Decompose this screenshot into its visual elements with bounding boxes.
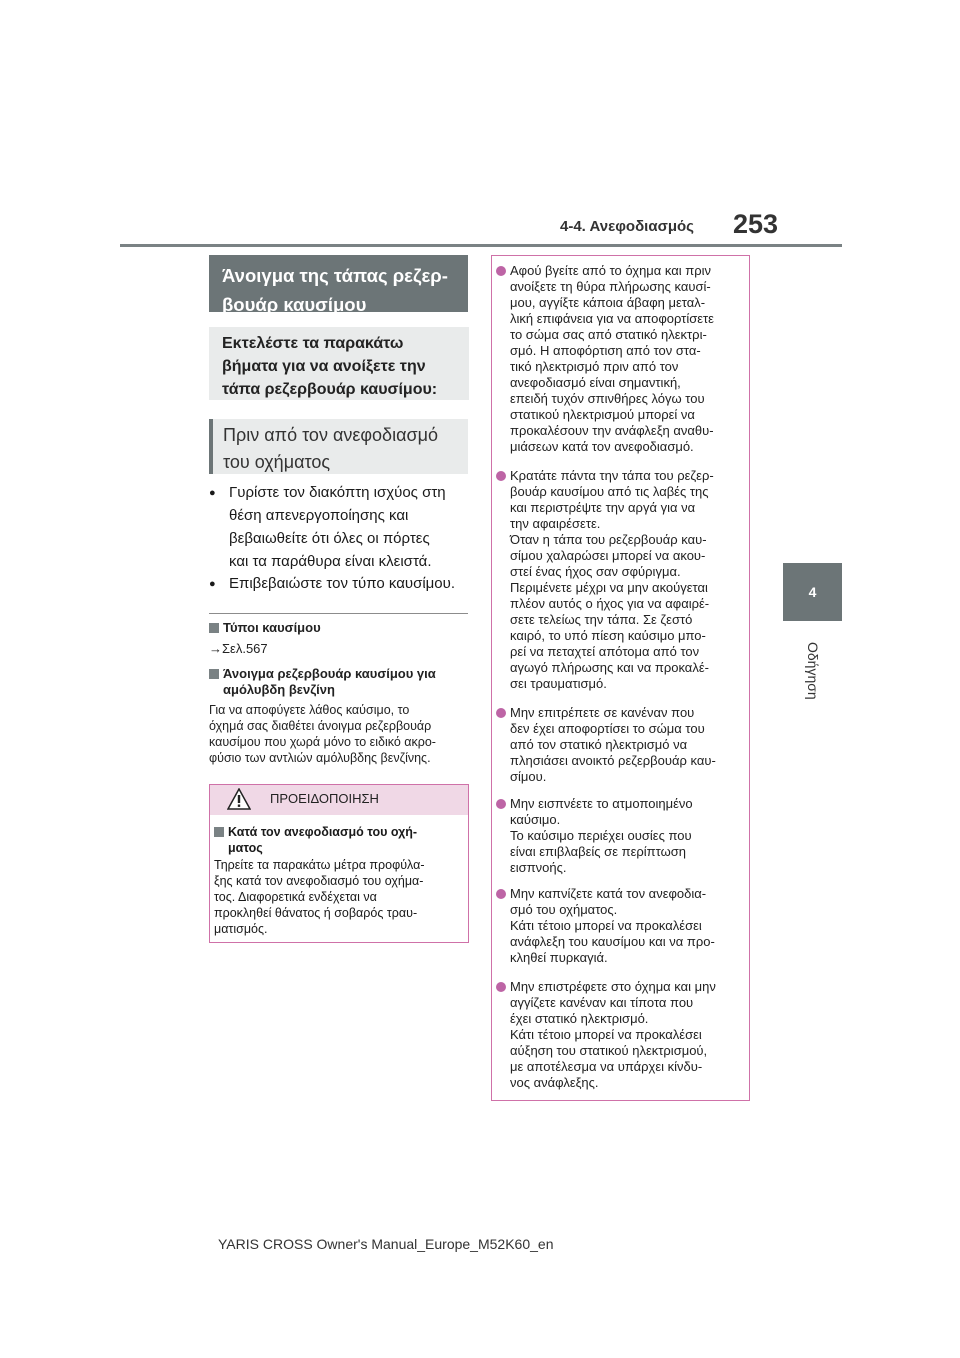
sub-heading: Πριν από τον ανεφοδιασμό του οχήματος xyxy=(209,419,468,474)
list-item xyxy=(496,263,746,455)
note-heading-fuel-types xyxy=(209,620,469,636)
warning-header xyxy=(210,785,468,815)
warning-box xyxy=(209,784,469,943)
gray-square-icon xyxy=(209,669,219,679)
footer-text: YARIS CROSS Owner's Manual_Europe_M52K60_en xyxy=(218,1236,554,1252)
header-divider xyxy=(120,244,842,247)
chapter-number: 4 xyxy=(808,584,817,600)
note-heading-unleaded xyxy=(209,666,469,698)
list-item xyxy=(496,705,746,785)
gray-square-icon xyxy=(214,827,224,837)
main-heading: Άνοιγμα της τάπας ρεζερ- βουάρ καυσίμου xyxy=(209,255,468,312)
page-number: 253 xyxy=(733,209,779,239)
bullet-icon: ● xyxy=(209,487,216,499)
magenta-dot-icon xyxy=(496,471,506,481)
step-item xyxy=(209,572,469,595)
note-body: Για να αποφύγετε λάθος καύσιμο, το όχημά σας διαθέτει άνοιγμα ρεζερβουάρ καυσίμου που χωρά μόνο το ειδικό ακρο- φύσιο των αντλιών αμόλυβδης βενζίνης. xyxy=(209,703,436,765)
list-item xyxy=(496,796,746,876)
note-title: Άνοιγμα ρεζερβουάρ καυσίμου για αμόλυβδη βενζίνη xyxy=(223,666,436,697)
section-title: 4-4. Ανεφοδιασμός xyxy=(560,218,694,235)
magenta-dot-icon xyxy=(496,889,506,899)
chapter-label xyxy=(786,636,840,706)
magenta-dot-icon xyxy=(496,266,506,276)
chapter-tab[interactable] xyxy=(783,563,842,621)
warning-text: Τηρείτε τα παρακάτω μέτρα προφύλα- ξης κατά τον ανεφοδιασμό του οχήμα- τος. Διαφορετικά ενδέχεται να προκληθεί θάνατος ή σοβαρός τραυ- ματισμός. xyxy=(214,858,425,936)
magenta-dot-icon xyxy=(496,708,506,718)
step-text: Επιβεβαιώστε τον τύπο καυσίμου. xyxy=(229,575,456,592)
gray-square-icon xyxy=(209,623,219,633)
list-item xyxy=(496,468,746,692)
list-item xyxy=(496,886,746,966)
list-item-text: Μην επιτρέπετε σε κανέναν που δεν έχει αποφορτίσει το σώμα του από τον στατικό ηλεκτρισμό να πλησιάσει ανοικτό ρεζερβουάρ καυ- σίμου. xyxy=(510,705,716,784)
magenta-dot-icon xyxy=(496,982,506,992)
list-item-text: Κρατάτε πάντα την τάπα του ρεζερ- βουάρ καυσίμου από τις λαβές της και περιστρέψτε την αργά για να την αφαιρέσετε. Όταν η τάπα του ρεζερβουάρ καυ- σίμου χαλαρώσει μπορεί να ακου- στεί ένας ήχος σαν σφύριγμα. Περιμένετε μέχρι να μην ακούγεται πλέον αυτός ο ήχος για να αφαιρέ- σετε τελείως την τάπα. Σε ζεστό καιρό, το υπό πίεση καύσιμο μπο- ρεί να πεταχτεί απότομα από τον αγωγό πλήρωσης και να προκαλέ- σει τραυματισμό. xyxy=(510,468,714,691)
note-title: Τύποι καυσίμου xyxy=(223,620,321,635)
step-text: Γυρίστε τον διακόπτη ισχύος στη θέση απενεργοποίησης και βεβαιωθείτε ότι όλες οι πόρτες και τα παράθυρα είναι κλειστά. xyxy=(229,484,446,570)
divider xyxy=(209,613,468,614)
magenta-dot-icon xyxy=(496,799,506,809)
list-item-text: Μην επιστρέφετε στο όχημα και μην αγγίζετε κανέναν και τίποτα που έχει στατικό ηλεκτρισμό. Κάτι τέτοιο μπορεί να προκαλέσει αύξηση του στατικού ηλεκτρισμού, με αποτέλεσμα να υπάρχει κίνδυ- νος ανάφλεξης. xyxy=(510,979,716,1090)
list-item-text: Μην εισπνέετε το ατμοποιημένο καύσιμο. Το καύσιμο περιέχει ουσίες που είναι επιβλαβείς σε περίπτωση εισπνοής. xyxy=(510,796,693,875)
step-item xyxy=(209,481,469,573)
list-item-text: Αφού βγείτε από το όχημα και πριν ανοίξετε τη θύρα πλήρωσης καυσί- μου, αγγίξτε κάποια άβαφη μεταλ- λική επιφάνεια για να αποφορτίσετε το σώμα σας από στατικό ηλεκτρι- σμό. Η αποφόρτιση από τον στα- τικό ηλεκτρισμό πριν από τον ανεφοδιασμό είναι σημαντική, επειδή τυχόν σπινθήρες λόγω του στατικού ηλεκτρισμού μπορεί να προκαλέσουν την ανάφλεξη αναθυ- μιάσεων κατά τον ανεφοδιασμό. xyxy=(510,263,714,454)
page-reference-link[interactable]: →Σελ.567 xyxy=(209,641,268,656)
list-item-text: Μην καπνίζετε κατά τον ανεφοδια- σμό του οχήματος. Κάτι τέτοιο μπορεί να προκαλέσει ανάφλεξη του καυσίμου και να προ- κληθεί πυρκαγιά. xyxy=(510,886,715,965)
bullet-icon: ● xyxy=(209,578,216,590)
list-item xyxy=(496,979,746,1091)
chapter-label-text: Οδήγηση xyxy=(805,642,821,700)
warning-title xyxy=(214,824,464,856)
warning-continuation-box xyxy=(491,255,750,1101)
warning-title-text: Κατά τον ανεφοδιασμό του οχή- ματος xyxy=(228,825,418,855)
warning-label: ΠΡΟΕΙΔΟΠΟΙΗΣΗ xyxy=(270,791,379,806)
warning-triangle-icon xyxy=(227,788,251,810)
intro-box: Εκτελέστε τα παρακάτω βήματα για να ανοίξετε την τάπα ρεζερβουάρ καυσίμου: xyxy=(209,327,469,400)
